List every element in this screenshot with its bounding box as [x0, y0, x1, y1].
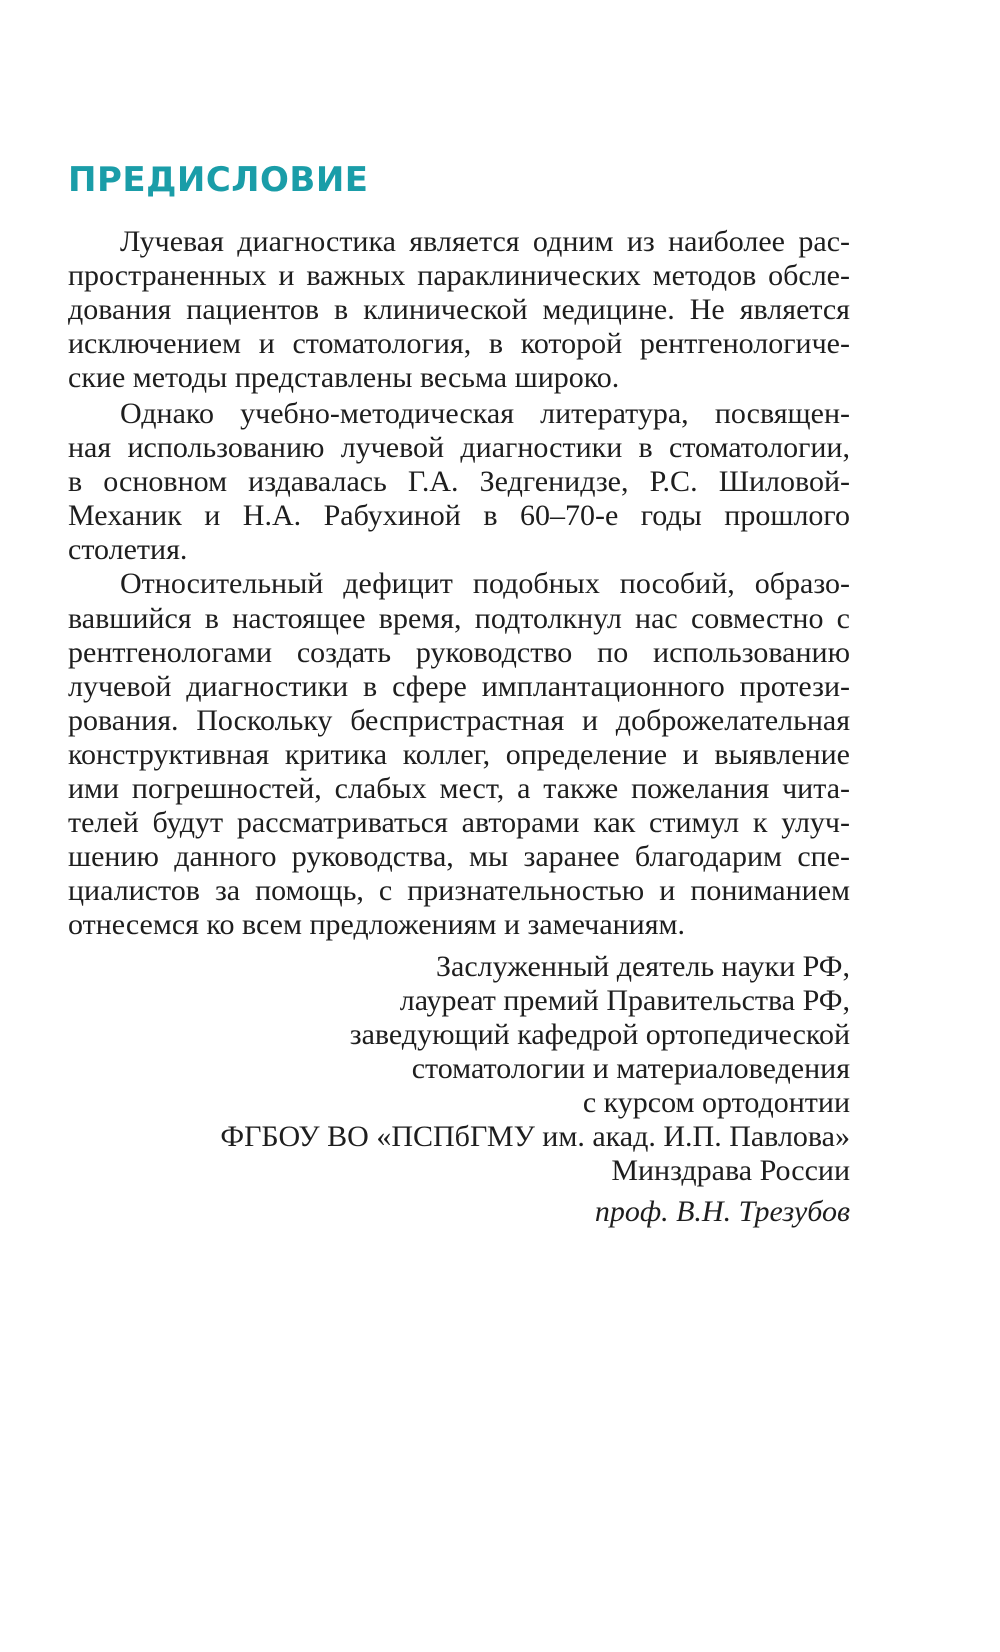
paragraph-1-line-2: пространенных и важных параклинических методов обсле- — [68, 259, 850, 292]
paragraph-3-line-9: шению данного руководства, мы заранее благодарим спе- — [68, 840, 850, 873]
paragraph-2-line-2: ная использованию лучевой диагностики в стоматологии, — [68, 431, 850, 464]
paragraph-2-line-4: Механик и Н.А. Рабухиной в 60–70-е годы прошлого — [68, 499, 850, 532]
paragraph-2-line-1: Однако учебно-методическая литература, посвящен- — [120, 397, 850, 430]
signature-line-7: Минздрава России — [611, 1154, 850, 1187]
page-heading: ПРЕДИСЛОВИЕ — [68, 160, 369, 200]
signature-author: проф. В.Н. Трезубов — [594, 1195, 850, 1228]
signature-line-2: лауреат премий Правительства РФ, — [399, 984, 850, 1017]
paragraph-3-line-1: Относительный дефицит подобных пособий, образо- — [120, 567, 850, 600]
signature-line-1: Заслуженный деятель науки РФ, — [435, 950, 850, 983]
paragraph-3-line-8: телей будут рассматриваться авторами как стимул к улуч- — [68, 806, 850, 839]
paragraph-3-line-10: циалистов за помощь, с признательностью и пониманием — [68, 874, 850, 907]
paragraph-3-line-11: отнесемся ко всем предложениям и замечаниям. — [68, 908, 686, 941]
paragraph-1-line-1: Лучевая диагностика является одним из наиболее рас- — [120, 225, 850, 258]
paragraph-3-line-4: лучевой диагностики в сфере имплантационного протези- — [68, 670, 850, 703]
paragraph-1-line-3: дования пациентов в клинической медицине. Не является — [68, 293, 850, 326]
signature-line-4: стоматологии и материаловедения — [411, 1052, 850, 1085]
paragraph-3-line-7: ими погрешностей, слабых мест, а также пожелания чита- — [68, 772, 850, 805]
signature-line-5: с курсом ортодонтии — [582, 1086, 850, 1119]
paragraph-1-line-4: исключением и стоматология, в которой рентгенологиче- — [68, 327, 850, 360]
paragraph-3-line-3: рентгенологами создать руководство по использованию — [68, 636, 850, 669]
paragraph-2-line-3: в основном издавалась Г.А. Зедгенидзе, Р.С. Шиловой- — [68, 465, 850, 498]
paragraph-1-line-5: ские методы представлены весьма широко. — [68, 361, 620, 394]
signature-line-6: ФГБОУ ВО «ПСПбГМУ им. акад. И.П. Павлова» — [220, 1120, 850, 1153]
paragraph-2-line-5: столетия. — [68, 533, 188, 566]
signature-line-3: заведующий кафедрой ортопедической — [349, 1018, 850, 1051]
paragraph-3-line-6: конструктивная критика коллег, определение и выявление — [68, 738, 850, 771]
paragraph-3-line-2: вавшийся в настоящее время, подтолкнул нас совместно с — [68, 602, 850, 635]
paragraph-3-line-5: рования. Поскольку беспристрастная и доброжелательная — [68, 704, 850, 737]
